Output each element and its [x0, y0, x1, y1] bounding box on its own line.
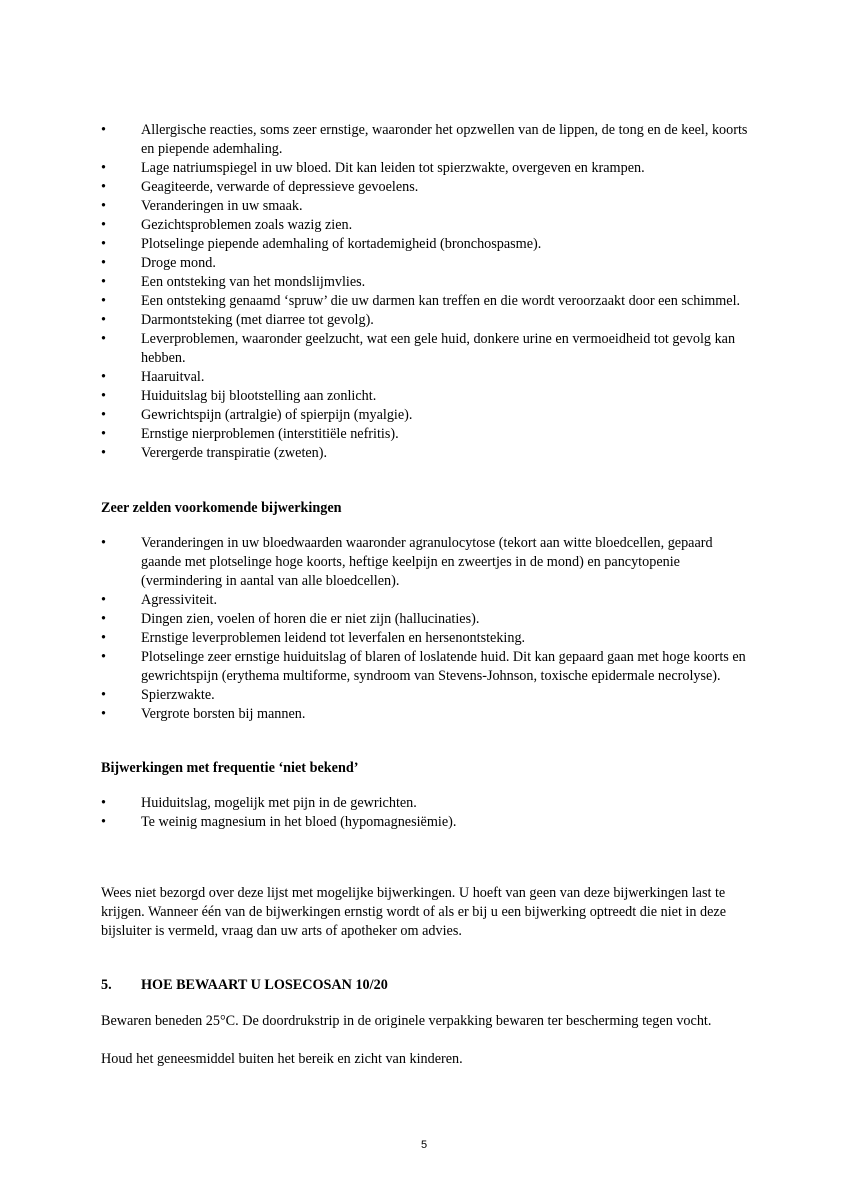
list-item	[101, 311, 751, 330]
bullet-icon: •	[101, 312, 106, 328]
bullet-icon: •	[101, 122, 106, 138]
list-item-text: Een ontsteking van het mondslijmvlies.	[141, 274, 366, 290]
list-item-text: Leverproblemen, waaronder geelzucht, wat een gele huid, donkere urine en vermoeidheid tot gevolg kan hebben.	[141, 331, 736, 366]
list-item-text: Spierzwakte.	[141, 687, 215, 703]
list-item-text: Gezichtsproblemen zoals wazig zien.	[141, 217, 353, 233]
side-effects-list-unknown	[101, 794, 751, 832]
bullet-icon: •	[101, 592, 106, 608]
bullet-icon: •	[101, 388, 106, 404]
bullet-icon: •	[101, 255, 106, 271]
list-item-text: Plotselinge zeer ernstige huiduitslag of blaren of loslatende huid. Dit kan gepaard gaan met hoge koorts en gewrichtspijn (erythema multiforme, syndroom van Stevens-Johnson, toxische epidermale necrolyse).	[141, 649, 746, 684]
list-item	[101, 235, 751, 254]
list-item	[101, 387, 751, 406]
bullet-icon: •	[101, 179, 106, 195]
list-item	[101, 648, 751, 686]
side-effects-list-rare	[101, 121, 751, 463]
list-item	[101, 610, 751, 629]
section-5-title	[101, 976, 388, 995]
list-item-text: Darmontsteking (met diarree tot gevolg).	[141, 312, 374, 328]
list-item-text: Verergerde transpiratie (zweten).	[141, 445, 328, 461]
list-item	[101, 629, 751, 648]
list-item	[101, 686, 751, 705]
bullet-icon: •	[101, 426, 106, 442]
list-item-text: Ernstige nierproblemen (interstitiële nefritis).	[141, 426, 399, 442]
bullet-icon: •	[101, 160, 106, 176]
bullet-icon: •	[101, 649, 106, 665]
bullet-icon: •	[101, 630, 106, 646]
list-item	[101, 406, 751, 425]
heading-frequency-unknown: Bijwerkingen met frequentie ‘niet bekend’	[101, 760, 359, 776]
list-item-text: Droge mond.	[141, 255, 216, 271]
bullet-icon: •	[101, 217, 106, 233]
bullet-icon: •	[101, 369, 106, 385]
side-effects-list-very-rare	[101, 534, 751, 724]
list-item	[101, 254, 751, 273]
list-item	[101, 121, 751, 159]
list-item	[101, 444, 751, 463]
list-item	[101, 273, 751, 292]
reassurance-paragraph: Wees niet bezorgd over deze lijst met mogelijke bijwerkingen. U hoeft van geen van deze bijwerkingen last te krijgen. Wanneer één van de bijwerkingen ernstig wordt of als er bij u een bijwerking optreedt die niet in deze bijsluiter is vermeld, vraag dan uw arts of apotheker om advies.	[101, 885, 726, 939]
bullet-icon: •	[101, 236, 106, 252]
list-item-text: Huiduitslag, mogelijk met pijn in de gewrichten.	[141, 795, 417, 811]
list-item	[101, 425, 751, 444]
list-item-text: Te weinig magnesium in het bloed (hypomagnesiëmie).	[141, 814, 457, 830]
list-item	[101, 159, 751, 178]
list-item	[101, 216, 751, 235]
list-item-text: Lage natriumspiegel in uw bloed. Dit kan leiden tot spierzwakte, overgeven en krampen.	[141, 160, 645, 176]
bullet-icon: •	[101, 706, 106, 722]
list-item-text: Vergrote borsten bij mannen.	[141, 706, 306, 722]
bullet-icon: •	[101, 331, 106, 347]
list-item-text: Gewrichtspijn (artralgie) of spierpijn (myalgie).	[141, 407, 413, 423]
bullet-icon: •	[101, 814, 106, 830]
bullet-icon: •	[101, 795, 106, 811]
bullet-icon: •	[101, 611, 106, 627]
bullet-icon: •	[101, 274, 106, 290]
list-item	[101, 292, 751, 311]
section-number: 5.	[101, 977, 112, 993]
list-item-text: Veranderingen in uw smaak.	[141, 198, 303, 214]
bullet-icon: •	[101, 687, 106, 703]
list-item-text: Huiduitslag bij blootstelling aan zonlicht.	[141, 388, 377, 404]
list-item-text: Ernstige leverproblemen leidend tot leverfalen en hersenontsteking.	[141, 630, 526, 646]
section-title-text: HOE BEWAART U LOSECOSAN 10/20	[141, 977, 388, 993]
storage-paragraph: Bewaren beneden 25°C. De doordrukstrip in de originele verpakking bewaren ter bescherming tegen vocht.	[101, 1013, 712, 1029]
list-item-text: Allergische reacties, soms zeer ernstige, waaronder het opzwellen van de lippen, de tong en de keel, koorts en piepende ademhaling.	[141, 122, 748, 157]
list-item	[101, 368, 751, 387]
list-item	[101, 813, 751, 832]
list-item-text: Plotselinge piepende ademhaling of kortademigheid (bronchospasme).	[141, 236, 542, 252]
list-item-text: Dingen zien, voelen of horen die er niet zijn (hallucinaties).	[141, 611, 480, 627]
bullet-icon: •	[101, 407, 106, 423]
list-item	[101, 705, 751, 724]
list-item-text: Agressiviteit.	[141, 592, 218, 608]
list-item	[101, 178, 751, 197]
page-number: 5	[420, 1139, 428, 1151]
list-item-text: Geagiteerde, verwarde of depressieve gevoelens.	[141, 179, 419, 195]
list-item	[101, 591, 751, 610]
list-item-text: Haaruitval.	[141, 369, 205, 385]
list-item	[101, 534, 751, 591]
list-item	[101, 197, 751, 216]
bullet-icon: •	[101, 293, 106, 309]
list-item	[101, 330, 751, 368]
list-item-text: Een ontsteking genaamd ‘spruw’ die uw darmen kan treffen en die wordt veroorzaakt door een schimmel.	[141, 293, 741, 309]
children-paragraph: Houd het geneesmiddel buiten het bereik en zicht van kinderen.	[101, 1051, 463, 1067]
bullet-icon: •	[101, 535, 106, 551]
bullet-icon: •	[101, 198, 106, 214]
list-item	[101, 794, 751, 813]
heading-very-rare: Zeer zelden voorkomende bijwerkingen	[101, 500, 342, 516]
list-item-text: Veranderingen in uw bloedwaarden waaronder agranulocytose (tekort aan witte bloedcellen, gepaard gaande met plotselinge hoge koorts, heftige keelpijn en zweertjes in de mond) en pancytopenie (vermindering in aantal van alle bloedcellen).	[141, 535, 713, 589]
bullet-icon: •	[101, 445, 106, 461]
